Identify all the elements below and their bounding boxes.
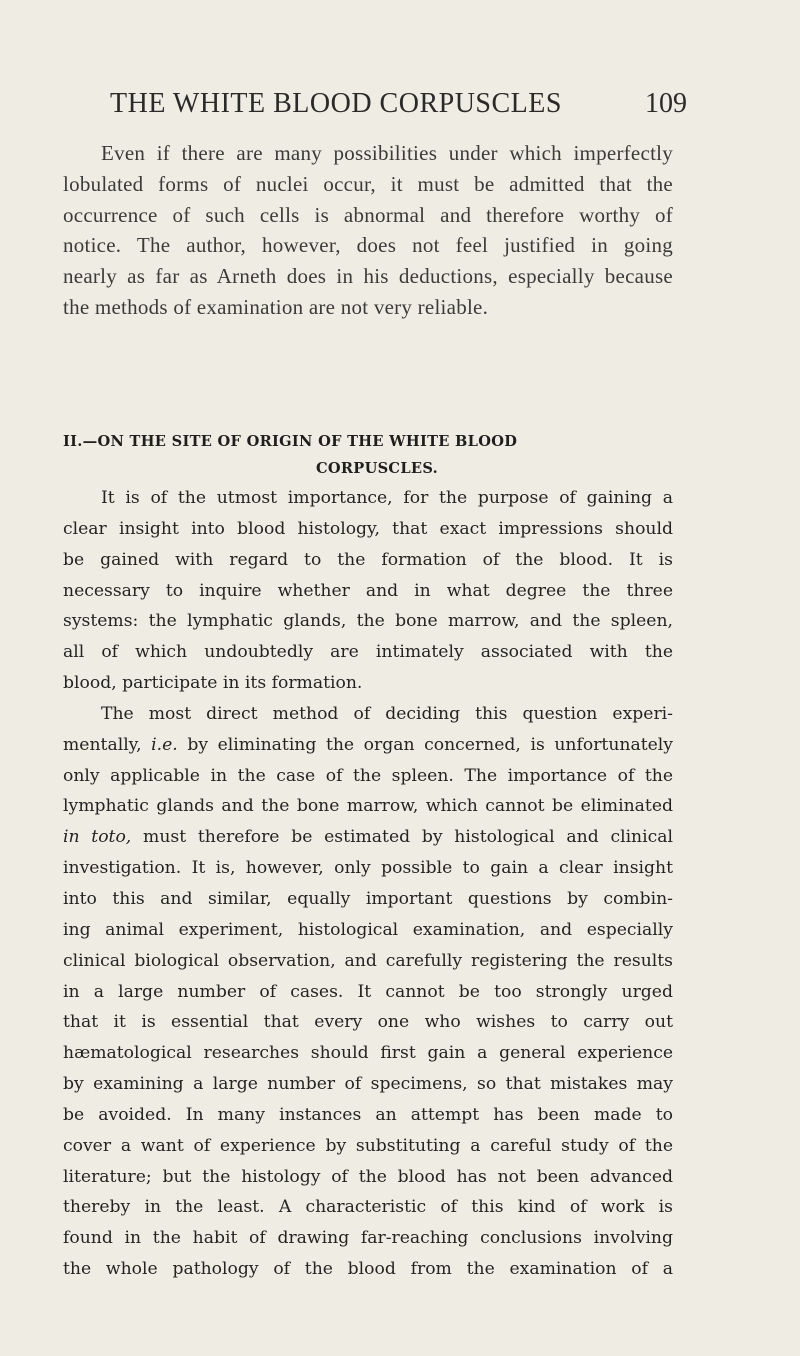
section-heading [63, 428, 673, 482]
text-line: the whole pathology of the blood from the examination of a [63, 1259, 673, 1280]
text-line: occurrence of such cells is abnormal and therefore worthy of [63, 202, 673, 227]
text-line: the methods of examination are not very reliable. [63, 294, 489, 319]
page-number: 109 [645, 88, 687, 119]
text-line: blood, participate in its formation. [63, 673, 363, 694]
text-line: in a large number of cases. It cannot be too strongly urged [63, 981, 673, 1002]
text-line [63, 822, 673, 853]
text-line: nearly as far as Arneth does in his deductions, especially because [63, 264, 673, 289]
running-head: THE WHITE BLOOD CORPUSCLES [110, 88, 562, 119]
text-run: by eliminating the organ concerned, is unfortunately [187, 734, 673, 755]
text-line: that it is essential that every one who wishes to carry out [63, 1012, 673, 1033]
text-line: be gained with regard to the formation of the blood. It is [63, 549, 673, 570]
text-line: cover a want of experience by substituting a careful study of the [63, 1135, 673, 1156]
text-line: clear insight into blood histology, that exact impressions should [63, 518, 673, 539]
section-heading-line-2: CORPUSCLES. [315, 460, 439, 477]
section-heading-line-1: II.—ON THE SITE OF ORIGIN OF THE WHITE BLOOD [63, 433, 518, 450]
text-line: into this and similar, equally important questions by combin- [63, 888, 673, 909]
paragraph-arneth [63, 138, 673, 323]
text-line: lymphatic glands and the bone marrow, which cannot be eliminated [63, 796, 673, 817]
text-line: lobulated forms of nuclei occur, it must be admitted that the [63, 171, 673, 196]
text-line: Even if there are many possibilities under which imperfectly [101, 141, 673, 165]
text-line: hæmatological researches should first gain a general experience [63, 1043, 673, 1064]
text-line: by examining a large number of specimens, so that mistakes may [63, 1074, 673, 1095]
text-line: literature; but the histology of the blood has not been advanced [63, 1166, 673, 1187]
text-line: notice. The author, however, does not feel justified in going [63, 233, 673, 258]
text-line: necessary to inquire whether and in what degree the three [63, 580, 673, 601]
paragraph-body [63, 483, 673, 1285]
text-line: found in the habit of drawing far-reaching conclusions involving [63, 1228, 673, 1249]
italic-abbreviation: i.e. [151, 734, 178, 755]
text-run: mentally, [63, 734, 142, 755]
text-line: thereby in the least. A characteristic of this kind of work is [63, 1197, 673, 1218]
text-line: It is of the utmost importance, for the purpose of gaining a [101, 488, 673, 508]
text-line: systems: the lymphatic glands, the bone marrow, and the spleen, [63, 611, 673, 632]
text-line [63, 730, 673, 761]
text-line: only applicable in the case of the spleen. The importance of the [63, 765, 673, 786]
text-line: clinical biological observation, and carefully registering the results [63, 950, 673, 971]
text-line: The most direct method of deciding this question experi- [101, 703, 673, 724]
text-line: all of which undoubtedly are intimately associated with the [63, 642, 673, 663]
text-line: be avoided. In many instances an attempt has been made to [63, 1104, 673, 1125]
text-run: must therefore be estimated by histological and clinical [143, 827, 673, 848]
text-line: ing animal experiment, histological examination, and especially [63, 919, 673, 940]
italic-phrase: in toto, [63, 827, 132, 848]
text-line: investigation. It is, however, only possible to gain a clear insight [63, 858, 673, 879]
